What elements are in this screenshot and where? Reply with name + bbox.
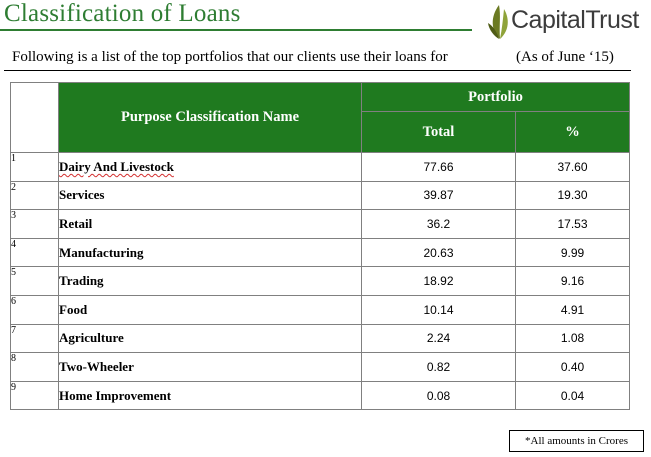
row-percent: 19.30 (516, 181, 630, 210)
row-name: Two-Wheeler (59, 353, 362, 382)
subtitle: Following is a list of the top portfolios that our clients use their loans for (12, 49, 448, 65)
table-row (11, 238, 630, 267)
capitaltrust-logo (487, 3, 647, 41)
header-total: Total (362, 112, 516, 153)
row-total: 39.87 (362, 181, 516, 210)
row-total: 10.14 (362, 295, 516, 324)
row-percent: 1.08 (516, 324, 630, 353)
row-total: 36.2 (362, 210, 516, 239)
logo-text: CapitalTrust (511, 6, 639, 34)
row-total: 2.24 (362, 324, 516, 353)
row-number: 7 (11, 324, 59, 353)
row-number: 1 (11, 153, 59, 182)
table-row (11, 295, 630, 324)
row-percent: 17.53 (516, 210, 630, 239)
table-row (11, 267, 630, 296)
row-total: 0.82 (362, 353, 516, 382)
row-percent: 37.60 (516, 153, 630, 182)
footnote: *All amounts in Crores (509, 430, 644, 452)
row-number: 2 (11, 181, 59, 210)
row-percent: 4.91 (516, 295, 630, 324)
row-number: 4 (11, 238, 59, 267)
row-total: 77.66 (362, 153, 516, 182)
row-number: 5 (11, 267, 59, 296)
row-name: Trading (59, 267, 362, 296)
header-purpose-name: Purpose Classification Name (59, 83, 362, 153)
header-portfolio: Portfolio (362, 83, 630, 112)
row-percent: 9.99 (516, 238, 630, 267)
title-underline (0, 29, 472, 31)
leaf-logo-icon (487, 3, 513, 41)
row-percent: 0.40 (516, 353, 630, 382)
row-total: 18.92 (362, 267, 516, 296)
row-name: Agriculture (59, 324, 362, 353)
table-row (11, 324, 630, 353)
header-percent: % (516, 112, 630, 153)
row-number: 8 (11, 353, 59, 382)
row-name-text: Dairy And Livestock (59, 158, 174, 174)
page-title: Classification of Loans (4, 0, 241, 27)
subtitle-rule (4, 70, 631, 71)
row-number: 6 (11, 295, 59, 324)
row-name: Retail (59, 210, 362, 239)
row-name: Services (59, 181, 362, 210)
row-percent: 9.16 (516, 267, 630, 296)
row-total: 0.08 (362, 381, 516, 410)
as-of-date: (As of June ‘15) (516, 49, 614, 65)
row-name: Food (59, 295, 362, 324)
table-row (11, 181, 630, 210)
row-name: Manufacturing (59, 238, 362, 267)
row-number: 9 (11, 381, 59, 410)
row-total: 20.63 (362, 238, 516, 267)
loan-classification-table (10, 82, 630, 410)
table-row (11, 210, 630, 239)
table-row (11, 381, 630, 410)
table-row (11, 353, 630, 382)
table-row (11, 153, 630, 182)
row-number: 3 (11, 210, 59, 239)
row-name: Home Improvement (59, 381, 362, 410)
header-blank-cell (11, 83, 59, 153)
row-name (59, 153, 362, 182)
row-percent: 0.04 (516, 381, 630, 410)
